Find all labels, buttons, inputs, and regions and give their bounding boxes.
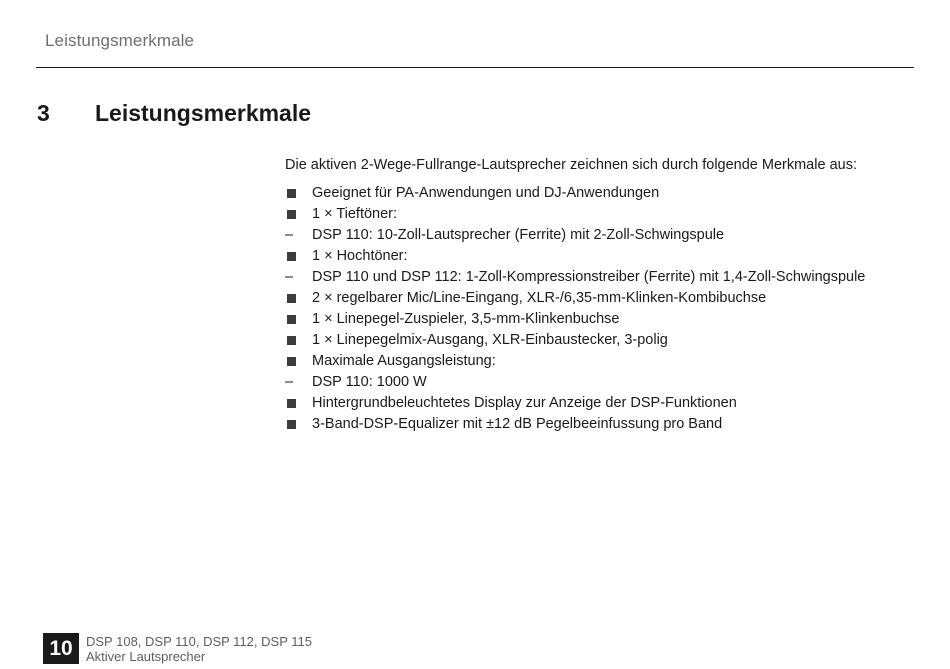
feature-text: 3-Band-DSP-Equalizer mit ±12 dB Pegelbeeinfussung pro Band <box>312 416 723 432</box>
feature-text: 1 × Linepegelmix-Ausgang, XLR-Einbaustecker, 3-polig <box>312 332 668 348</box>
chapter-heading <box>37 100 311 127</box>
feature-sublist <box>285 225 925 246</box>
feature-item <box>285 204 925 225</box>
feature-item <box>285 372 925 393</box>
feature-item <box>285 246 925 267</box>
feature-subitem: – DSP 110: 1000 W <box>285 372 925 393</box>
feature-text: 1 × Tieftöner: <box>312 206 398 222</box>
feature-item <box>285 183 925 204</box>
feature-item <box>285 309 925 330</box>
feature-text: Geeignet für PA-Anwendungen und DJ-Anwendungen <box>312 185 660 201</box>
chapter-number: 3 <box>37 100 50 126</box>
feature-item <box>285 330 925 351</box>
feature-subitem: – DSP 110 und DSP 112: 1-Zoll-Kompressionstreiber (Ferrite) mit 1,4-Zoll-Schwingspule <box>285 267 925 288</box>
footer-info <box>86 634 312 664</box>
feature-sublist <box>285 267 925 288</box>
feature-item <box>285 288 925 309</box>
feature-item <box>285 225 925 246</box>
header-divider <box>36 67 914 68</box>
footer-models: DSP 108, DSP 110, DSP 112, DSP 115 <box>86 634 312 649</box>
feature-text: Hintergrundbeleuchtetes Display zur Anzeige der DSP-Funktionen <box>312 395 737 411</box>
feature-text: 2 × regelbarer Mic/Line-Eingang, XLR-/6,35-mm-Klinken-Kombibuchse <box>312 290 767 306</box>
feature-text: 1 × Linepegel-Zuspieler, 3,5-mm-Klinkenbuchse <box>312 311 620 327</box>
feature-item <box>285 351 925 372</box>
feature-item <box>285 267 925 288</box>
running-header: Leistungsmerkmale <box>45 31 195 50</box>
intro-paragraph: Die aktiven 2-Wege-Fullrange-Lautsprecher zeichnen sich durch folgende Merkmale aus: <box>285 157 857 173</box>
main-content <box>285 155 925 435</box>
feature-subitem: – DSP 110: 10-Zoll-Lautsprecher (Ferrite) mit 2-Zoll-Schwingspule <box>285 225 925 246</box>
chapter-title: Leistungsmerkmale <box>95 100 312 126</box>
feature-text: Maximale Ausgangsleistung: <box>312 353 496 369</box>
feature-list <box>285 183 925 435</box>
feature-sublist <box>285 372 925 393</box>
footer-product-type: Aktiver Lautsprecher <box>86 649 206 664</box>
feature-text: 1 × Hochtöner: <box>312 248 408 264</box>
feature-item <box>285 414 925 435</box>
feature-item <box>285 393 925 414</box>
page-number: 10 <box>43 633 79 664</box>
